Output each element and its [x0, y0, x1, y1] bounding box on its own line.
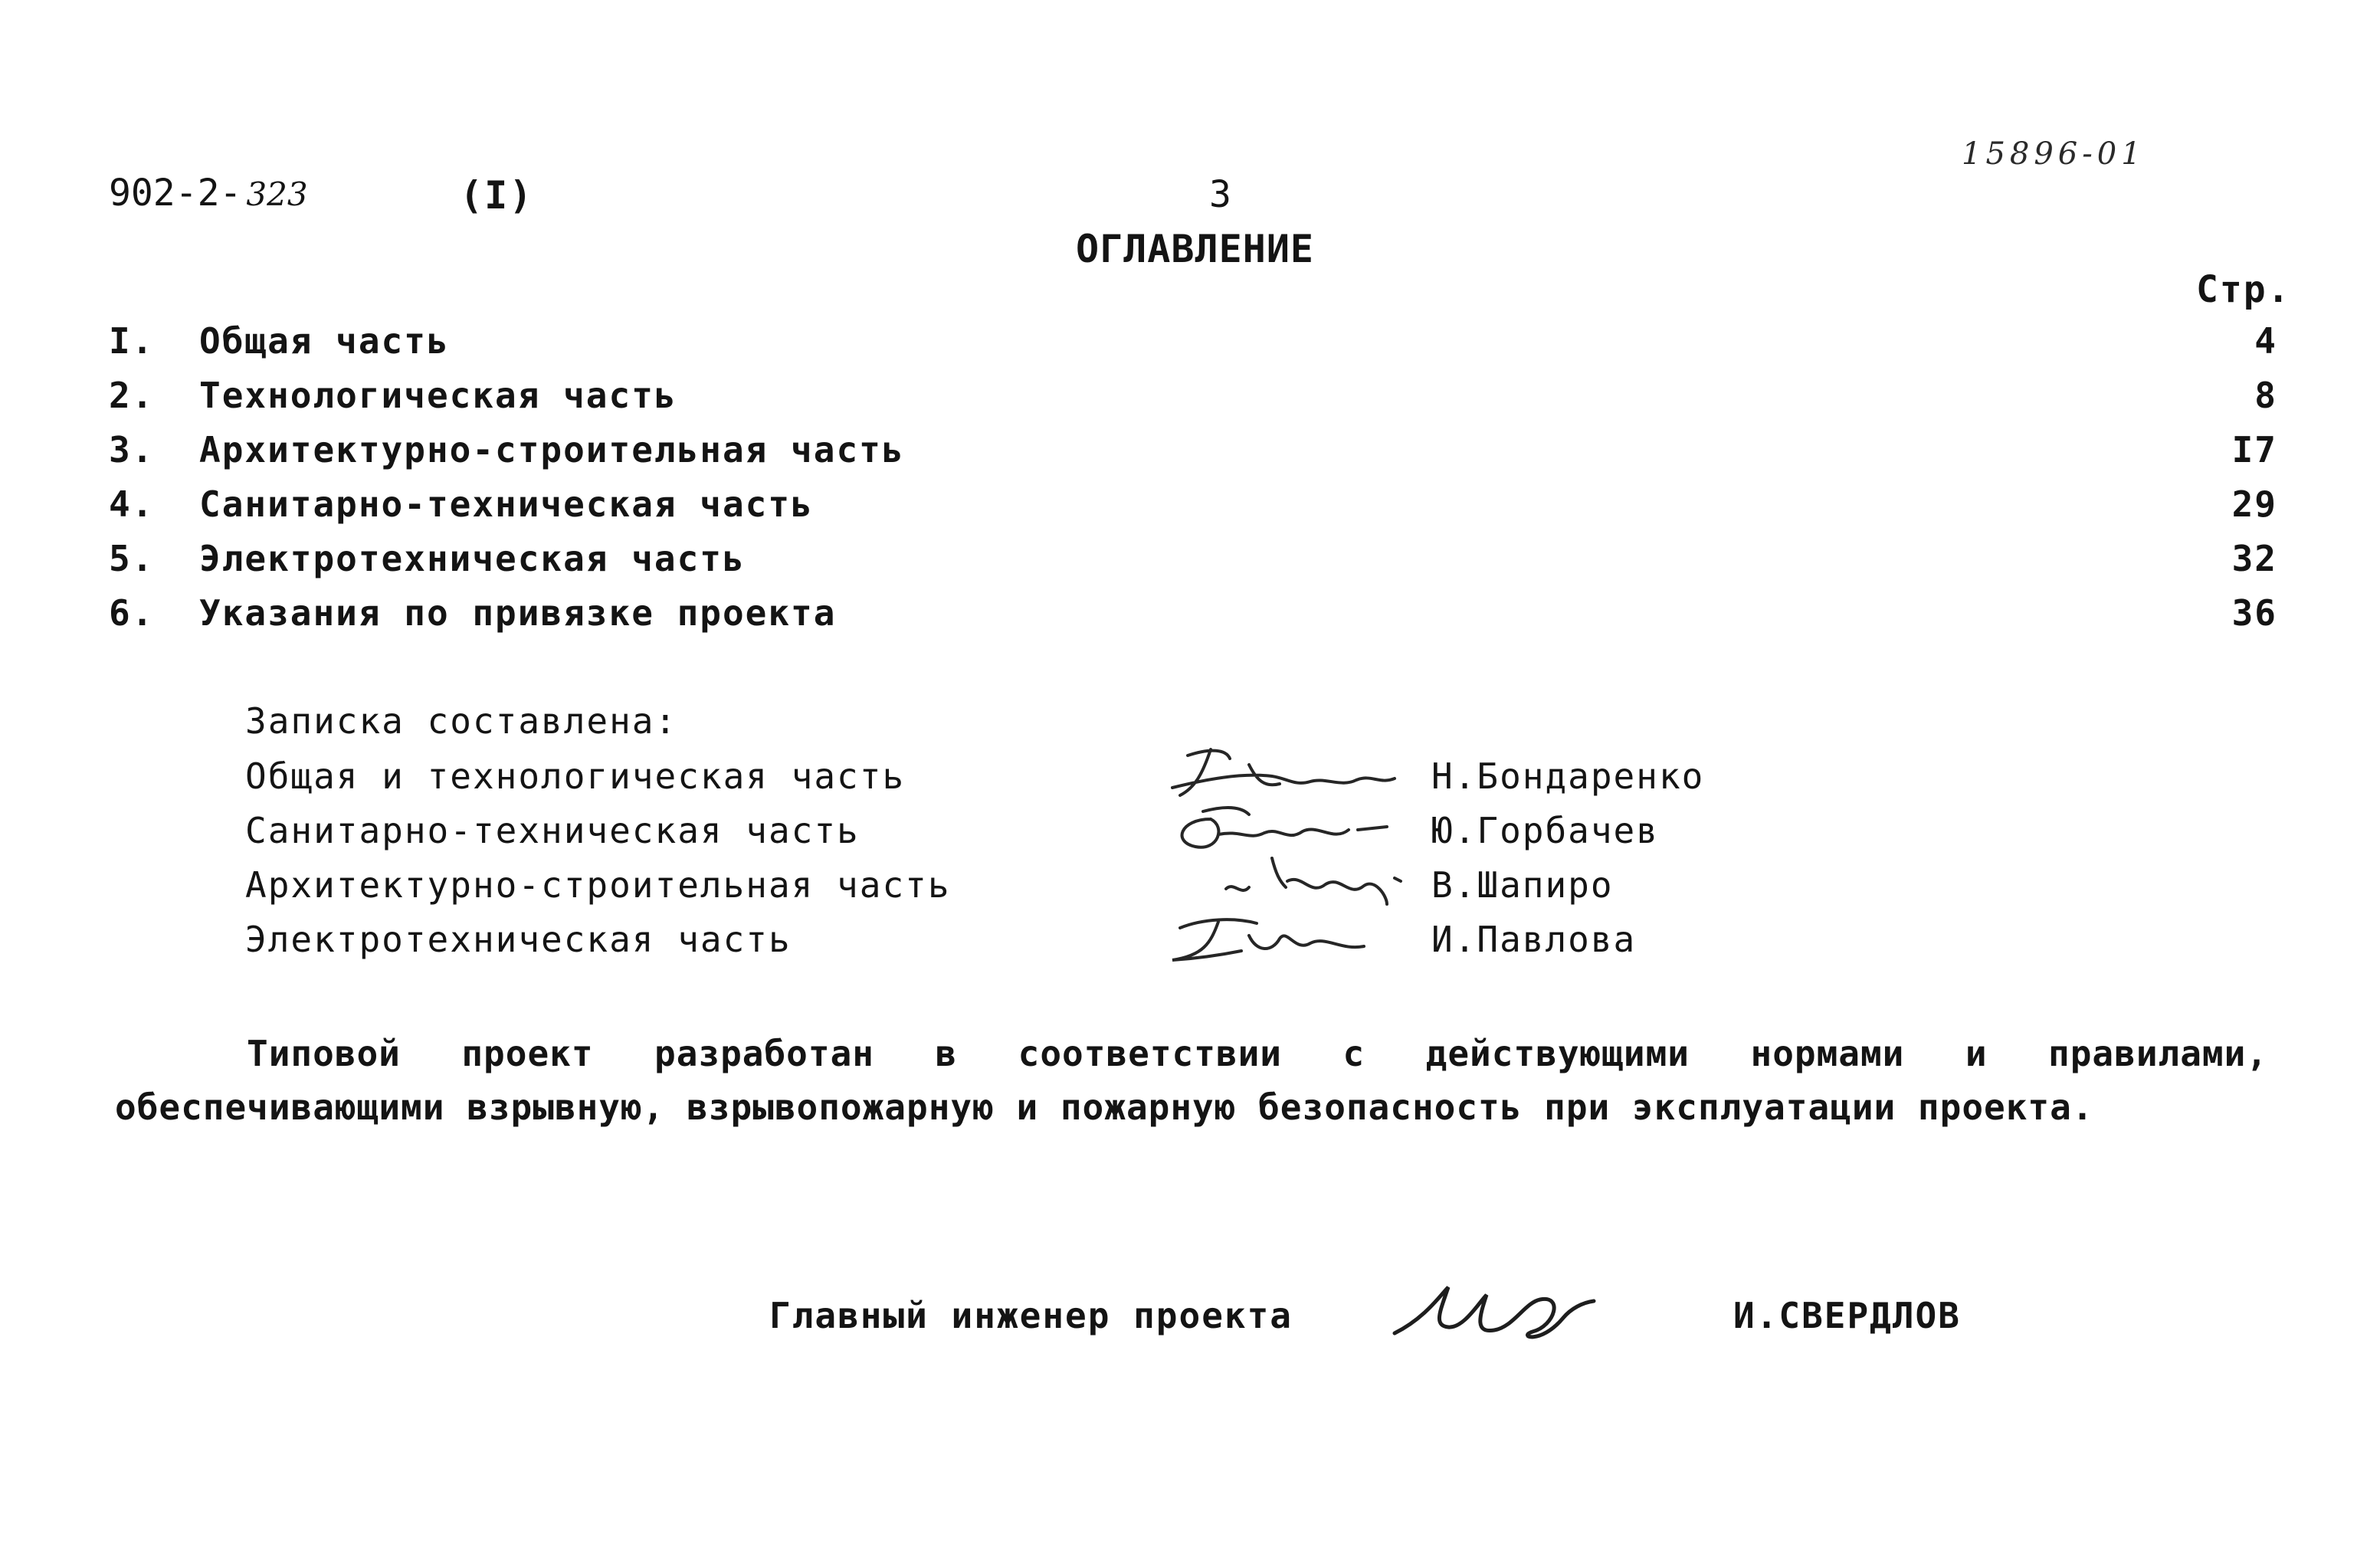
- toc-row-number: 3.: [109, 429, 155, 470]
- author-row: [245, 810, 1701, 859]
- toc-row-number: 4.: [109, 483, 155, 525]
- toc-title: ОГЛАВЛЕНИЕ: [1076, 227, 1315, 271]
- toc-row-page: 4: [2254, 320, 2277, 362]
- page-number: 3: [1209, 173, 1233, 216]
- toc-row-page: I7: [2231, 429, 2277, 470]
- toc-row: [109, 375, 2277, 421]
- authors-heading: Записка составлена:: [245, 700, 678, 742]
- toc-row: [109, 429, 2277, 475]
- toc-row-title: Указания по привязке проекта: [199, 592, 837, 634]
- author-name: В.Шапиро: [1431, 864, 1614, 906]
- toc-row-number: 6.: [109, 592, 155, 634]
- toc-row-number: I.: [109, 320, 155, 362]
- toc-row-page: 8: [2254, 375, 2277, 416]
- toc-row-number: 2.: [109, 375, 155, 416]
- author-row: [245, 755, 1705, 805]
- archive-number: 15896-01: [1962, 136, 2146, 172]
- author-name: Ю.Горбачев: [1431, 810, 1659, 851]
- toc-row-title: Технологическая часть: [199, 375, 677, 416]
- chief-engineer-title: Главный инженер проекта: [769, 1295, 1293, 1336]
- author-name: И.Павлова: [1431, 919, 1637, 960]
- author-row: [245, 864, 1701, 913]
- toc-row: [109, 538, 2277, 584]
- toc-row-page: 29: [2231, 483, 2277, 525]
- author-row: [245, 919, 1701, 968]
- author-section: Санитарно-техническая часть: [245, 810, 860, 851]
- toc-row-title: Архитектурно-строительная часть: [199, 429, 905, 470]
- chief-engineer-name: И.СВЕРДЛОВ: [1733, 1295, 1961, 1336]
- signature-chief-engineer: [1379, 1272, 1601, 1356]
- author-section: Общая и технологическая часть: [245, 755, 906, 797]
- page-column-header: Стр.: [2196, 268, 2291, 311]
- toc-row: [109, 320, 2277, 366]
- signature-pavlova: [1157, 905, 1410, 974]
- toc-row-page: 32: [2231, 538, 2277, 579]
- document-code-handwritten: 323: [246, 175, 308, 213]
- author-name: Н.Бондаренко: [1431, 755, 1705, 797]
- volume-number: (I): [460, 173, 534, 218]
- toc-row-page: 36: [2231, 592, 2277, 634]
- toc-row-title: Электротехническая часть: [199, 538, 746, 579]
- author-section: Архитектурно-строительная часть: [245, 864, 951, 906]
- document-code: [109, 172, 308, 215]
- toc-row-number: 5.: [109, 538, 155, 579]
- author-section: Электротехническая часть: [245, 919, 792, 960]
- document-code-base: 902-2-: [109, 172, 242, 215]
- toc-row: [109, 592, 2277, 638]
- toc-row-title: Санитарно-техническая часть: [199, 483, 814, 525]
- toc-row-title: Общая часть: [199, 320, 450, 362]
- toc-row: [109, 483, 2277, 529]
- safety-note: Типовой проект разработан в соответствии с действующими нормами и правилами, обеспечивающими взрывную, взрывопожарную и пожарную безопасность при эксплуатации проекта.: [115, 1033, 2268, 1128]
